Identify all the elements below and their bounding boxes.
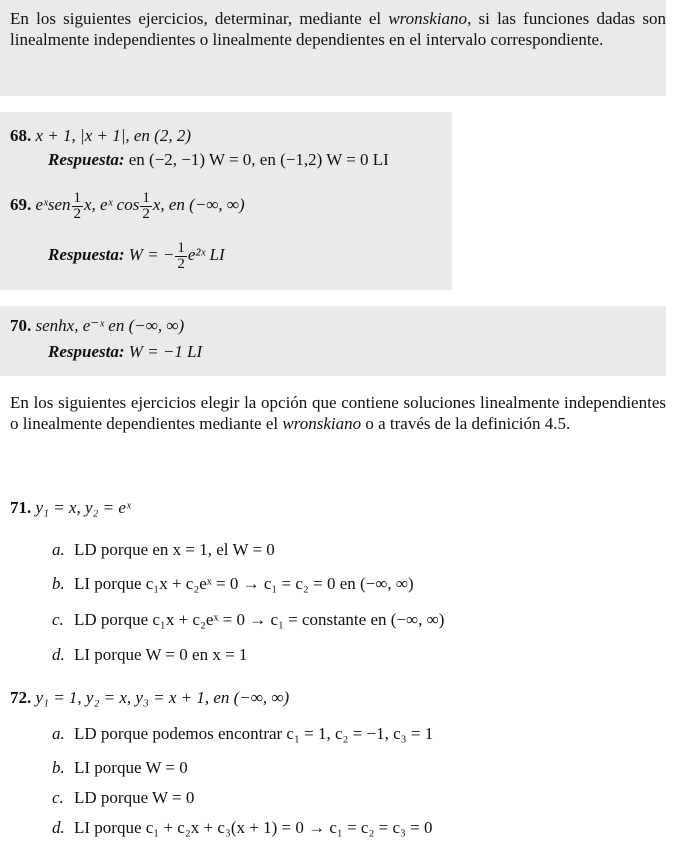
- respuesta-label: Respuesta:: [48, 342, 125, 361]
- option-72-d: d. LI porque c₁ + c₂x + c₃(x + 1) = 0 → c₁ = c₂ = c₃ = 0: [52, 818, 433, 837]
- wronskiano-term: wronskiano: [388, 9, 468, 28]
- exercise-number: 70.: [10, 316, 32, 335]
- option-71-d: d. LI porque W = 0 en x = 1: [52, 645, 248, 664]
- exercise-68: [10, 126, 191, 146]
- exercise-72: [10, 688, 289, 708]
- exercise-question: y₁ = x, y₂ = eˣ: [35, 498, 131, 517]
- option-72-c: c. LD porque W = 0: [52, 788, 195, 807]
- answer-text: W = −1 LI: [128, 342, 203, 361]
- intro-paragraph-2: En los siguientes ejercicios elegir la opción que contiene soluciones linealmente independientes o linealmente dependientes mediante el wronskiano o a través de la definición 4.5.: [10, 393, 666, 433]
- option-71-a: a. LD porque en x = 1, el W = 0: [52, 540, 275, 559]
- exercise-69-answer: Respuesta: W = − $\frac{1}{2}$ e²ˣ LI: [48, 239, 225, 272]
- exercise-68-answer: [48, 150, 389, 170]
- exercise-number: 68.: [10, 126, 32, 145]
- respuesta-label: Respuesta:: [48, 150, 125, 169]
- fraction-half: $\frac{1}{2}$: [73, 189, 82, 222]
- exercise-71: [10, 498, 131, 518]
- intro-paragraph-1: En los siguientes ejercicios, determinar, mediante el wronskiano, si las funciones dadas son linealmente independientes o linealmente dependientes en el intervalo correspondiente.: [10, 9, 666, 49]
- exercise-number: 71.: [10, 498, 32, 517]
- respuesta-label: Respuesta:: [48, 245, 125, 264]
- exercise-question: senhx, e⁻ˣ en (−∞, ∞): [35, 316, 185, 335]
- wronskiano-term: wronskiano: [282, 414, 362, 433]
- option-72-b: b. LI porque W = 0: [52, 758, 188, 777]
- exercise-70-answer: [48, 342, 202, 362]
- exercise-number: 72.: [10, 688, 32, 707]
- option-72-a: a. LD porque podemos encontrar c₁ = 1, c₂ = −1, c₃ = 1: [52, 724, 434, 743]
- exercise-70: [10, 316, 184, 336]
- option-71-b: b. LI porque c₁x + c₂eˣ = 0 → c₁ = c₂ = 0 en (−∞, ∞): [52, 574, 414, 593]
- exercise-question: x + 1, |x + 1|, en (2, 2): [35, 126, 191, 145]
- exercise-69: 69. eˣsen $\frac{1}{2}$ x, eˣ cos $\frac{1}{2}$ x, en (−∞, ∞): [10, 189, 245, 222]
- exercise-number: 69.: [10, 195, 32, 214]
- option-71-c: c. LD porque c₁x + c₂eˣ = 0 → c₁ = constante en (−∞, ∞): [52, 610, 445, 629]
- answer-text: en (−2, −1) W = 0, en (−1,2) W = 0 LI: [128, 150, 389, 169]
- fraction-half: $\frac{1}{2}$: [142, 189, 150, 222]
- fraction-half: $\frac{1}{2}$: [177, 239, 185, 272]
- exercise-question: y₁ = 1, y₂ = x, y₃ = x + 1, en (−∞, ∞): [35, 688, 290, 707]
